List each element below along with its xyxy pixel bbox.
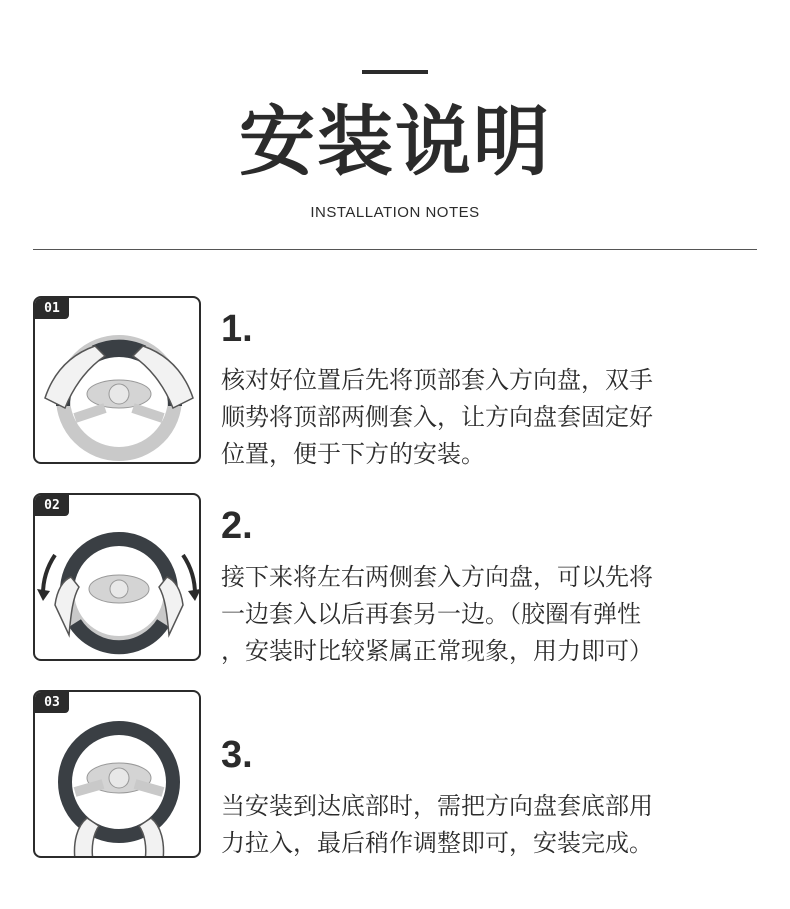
header-accent-bar xyxy=(362,70,428,74)
step-3-illustration xyxy=(33,690,201,858)
page-subtitle: INSTALLATION NOTES xyxy=(310,204,480,221)
step-1-number: 1. xyxy=(221,308,253,350)
step-3-line: 当安装到达底部时，需把方向盘套底部用 xyxy=(221,792,653,820)
step-3-text xyxy=(221,788,761,862)
step-2-line: ，安装时比较紧属正常现象，用力即可） xyxy=(221,637,653,665)
step-1-text xyxy=(221,362,761,473)
step-1-line: 位置，便于下方的安装。 xyxy=(221,440,485,468)
page-title: 安装说明 xyxy=(239,97,551,186)
step-2-line: 一边套入以后再套另一边。（胶圈有弹性 xyxy=(221,600,641,628)
steering-wheel-sides-icon xyxy=(35,495,201,661)
step-2-text xyxy=(221,559,761,670)
steering-wheel-top-icon xyxy=(35,298,201,464)
step-3 xyxy=(33,690,757,860)
step-3-badge: 03 xyxy=(35,692,69,713)
step-2-number: 2. xyxy=(221,505,253,547)
header-divider xyxy=(33,249,757,250)
step-2-line: 接下来将左右两侧套入方向盘，可以先将 xyxy=(221,563,653,591)
step-1-line: 核对好位置后先将顶部套入方向盘，双手 xyxy=(221,366,653,394)
steering-wheel-bottom-icon xyxy=(35,692,201,858)
step-1-illustration xyxy=(33,296,201,464)
step-1 xyxy=(33,296,757,466)
step-2-badge: 02 xyxy=(35,495,69,516)
step-3-line: 力拉入，最后稍作调整即可，安装完成。 xyxy=(221,829,653,857)
step-1-line: 顺势将顶部两侧套入，让方向盘套固定好 xyxy=(221,403,653,431)
step-1-badge: 01 xyxy=(35,298,69,319)
step-2-illustration xyxy=(33,493,201,661)
step-2 xyxy=(33,493,757,663)
step-3-number: 3. xyxy=(221,734,253,776)
